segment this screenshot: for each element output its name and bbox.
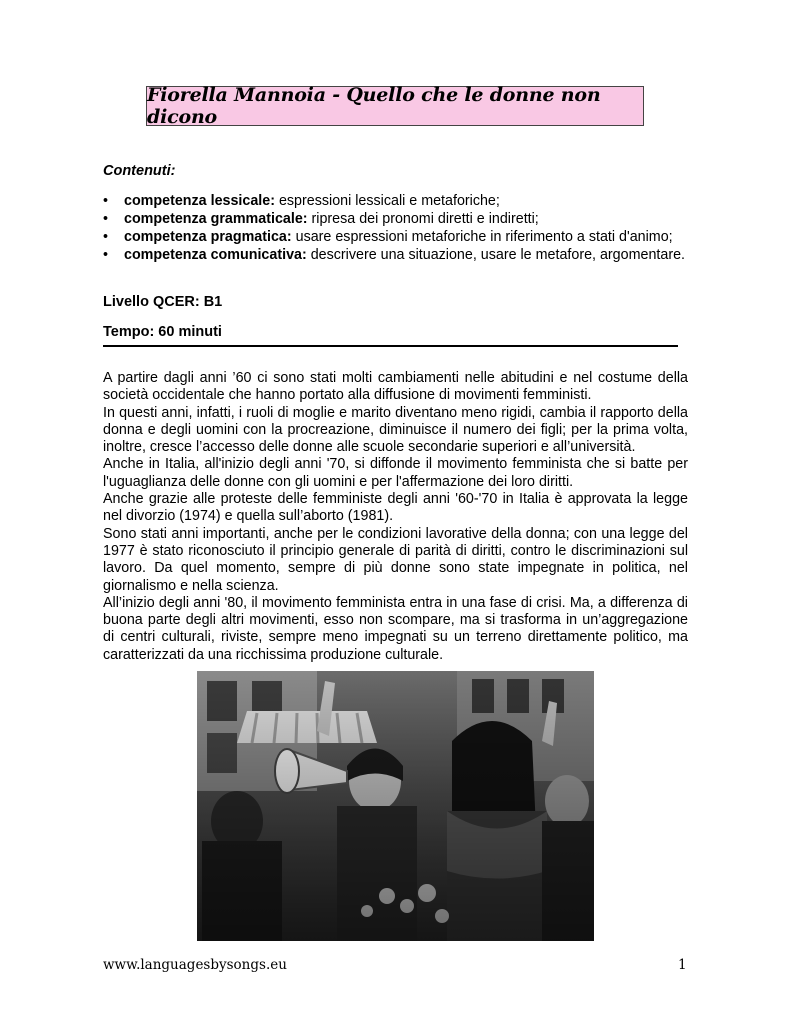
contenuti-heading: Contenuti:	[103, 163, 176, 179]
bullet: •	[103, 193, 109, 209]
divider	[103, 345, 678, 347]
body-paragraph: In questi anni, infatti, i ruoli di moglie e marito diventano meno rigidi, cambia il rapporto della donna e degli uomini con la procreazione, diminuisce il numero dei figli; per la prima volta, inoltre, cresce l’accesso delle donne alle scuole secondarie superiori e all’università.	[103, 404, 688, 456]
item-term: competenza pragmatica:	[124, 229, 292, 245]
item-term: competenza lessicale:	[124, 193, 275, 209]
item-text: ripresa dei pronomi diretti e indiretti;	[307, 211, 539, 227]
livello-qcer: Livello QCER: B1	[103, 294, 223, 310]
item-text: usare espressioni metaforiche in riferimento a stati d'animo;	[291, 229, 673, 245]
title-box	[146, 86, 644, 126]
list-item	[103, 192, 703, 210]
list-item	[103, 246, 703, 264]
protest-photo	[197, 671, 594, 941]
bullet: •	[103, 247, 109, 263]
page-number: 1	[678, 957, 687, 973]
body-paragraph: All’inizio degli anni '80, il movimento femminista entra in una fase di crisi. Ma, a differenza di buona parte degli altri movimenti, esso non scompare, ma si trasforma in un’aggregazione di centri culturali, riviste, sempre meno impegnati su un terreno direttamente politico, ma caratterizzati da una ricchissima produzione culturale.	[103, 594, 688, 663]
list-item	[103, 210, 703, 228]
document-title: Fiorella Mannoia - Quello che le donne non dicono	[147, 84, 601, 128]
competences-list	[103, 192, 703, 264]
bullet: •	[103, 229, 109, 245]
body-paragraph: Anche grazie alle proteste delle femministe degli anni '60-'70 in Italia è approvata la legge nel divorzio (1974) e quella sull’aborto (1981).	[103, 491, 688, 525]
protest-photo-illustration	[197, 671, 594, 941]
bullet: •	[103, 211, 109, 227]
body-text	[103, 370, 688, 664]
footer-url: www.languagesbysongs.eu	[103, 957, 287, 973]
body-paragraph: Anche in Italia, all'inizio degli anni '70, si diffonde il movimento femminista che si batte per l'uguaglianza delle donne con gli uomini e per l'affermazione dei loro diritti.	[103, 456, 688, 490]
item-text: descrivere una situazione, usare le metafore, argomentare.	[306, 247, 686, 263]
item-text: espressioni lessicali e metaforiche;	[274, 193, 500, 209]
tempo: Tempo: 60 minuti	[103, 324, 222, 340]
item-term: competenza comunicativa:	[124, 247, 307, 263]
list-item	[103, 228, 703, 246]
item-term: competenza grammaticale:	[124, 211, 308, 227]
body-paragraph: A partire dagli anni ’60 ci sono stati molti cambiamenti nelle abitudini e nel costume della società occidentale che hanno portato alla diffusione di movimenti femministi.	[103, 370, 688, 404]
body-paragraph: Sono stati anni importanti, anche per le condizioni lavorative della donna; con una legge del 1977 è stato riconosciuto il principio generale di parità di diritti, contro le discriminazioni sul lavoro. Da quel momento, sempre di più donne sono state impegnate in politica, nel giornalismo e nella scienza.	[103, 525, 688, 594]
